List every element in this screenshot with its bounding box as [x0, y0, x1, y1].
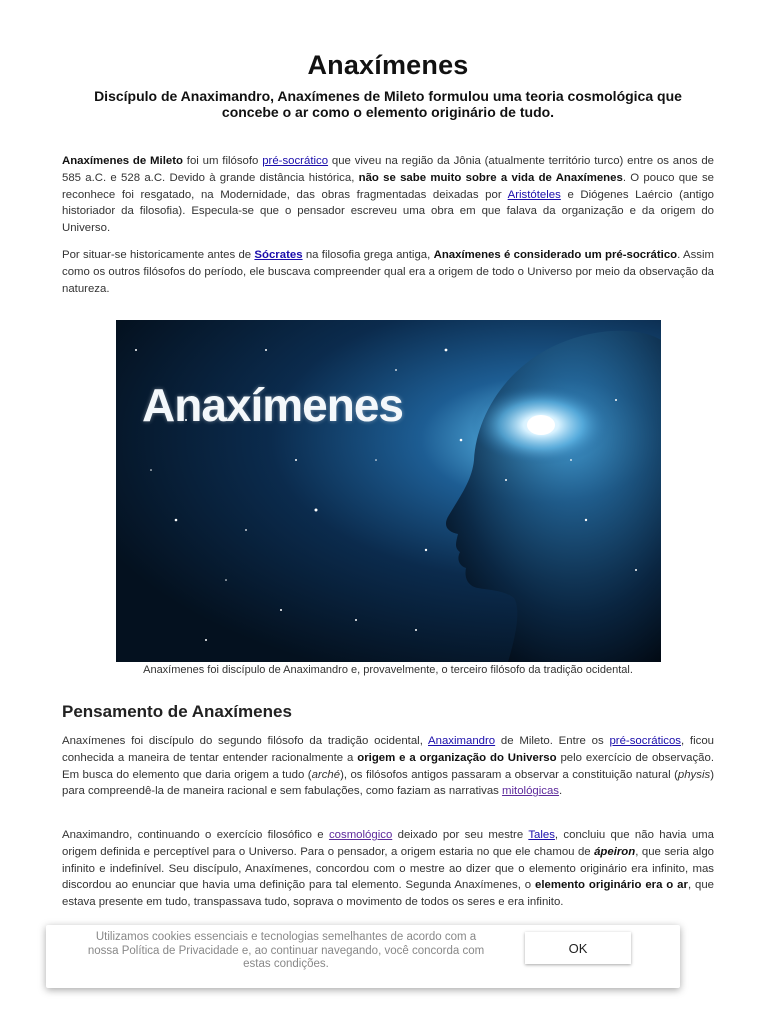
bold-text: Anaxímenes é considerado um pré-socrático [433, 249, 678, 261]
bold-text: elemento originário era o ar [535, 879, 688, 892]
cookie-banner-text: Utilizamos cookies essenciais e tecnologias semelhantes de acordo com a nossa Política de Privacidade e, ao continuar navegando, você concorda com estas condições. [87, 931, 485, 970]
article-subtitle: Discípulo de Anaximandro, Anaxímenes de Mileto formulou uma teoria cosmológica que concebe o ar como o elemento originário de tudo. [94, 88, 682, 120]
link-tales[interactable]: Tales [528, 829, 555, 841]
bold-text: Anaxímenes de Mileto [62, 155, 183, 167]
link-anaximandro[interactable]: Anaximandro [428, 735, 496, 747]
text: de Mileto. Entre os [495, 735, 610, 747]
text: e Diógenes Laércio (antigo historiador da filosofia). Especula-se que o pensador escreveu uma obra em que falava da organização e da origem do Universo. [62, 188, 715, 235]
article-image [116, 320, 661, 662]
bold-italic-text: ápeiron [594, 845, 636, 858]
link-pre-socraticos[interactable]: pré-socráticos [609, 735, 681, 747]
paragraph-apeiron [62, 827, 714, 911]
text: . O pouco que se reconhece foi resgatado, na Modernidade, das obras fragmentadas deixadas por [62, 171, 715, 201]
text: . [559, 785, 563, 798]
text: Anaxímenes foi discípulo do segundo filósofo da tradição ocidental, [62, 735, 429, 747]
text: foi um filósofo [182, 155, 263, 167]
cosmic-head-illustration [116, 320, 661, 662]
link-pre-socratico[interactable]: pré-socrático [262, 155, 329, 167]
paragraph-thought [62, 733, 714, 800]
cookie-banner [46, 925, 680, 988]
link-socrates[interactable]: Sócrates [254, 249, 303, 261]
bold-text: origem e a organização do Universo [357, 751, 557, 764]
text: que viveu na região da Jônia (atualmente território turco) entre os anos de 585 a.C. e 528 a.C. Devido à grande distância histórica, [62, 155, 714, 184]
paragraph-intro [62, 153, 714, 237]
text: , concluiu que não havia uma origem definida e perceptível para o Universo. Para o pensador, a origem estaria no que ele chamou de [62, 829, 714, 858]
text: na filosofia grega antiga, [302, 249, 434, 261]
text: deixado por seu mestre [392, 829, 529, 841]
text: ), os filósofos antigos passaram a observar a constituição natural ( [340, 768, 678, 781]
text: , que seria algo infinito e indefinível. Seu discípulo, Anaxímenes, concordou com o mestre ao dizer que o elemento originário era infinito, mas discordou ao enunciar que havia uma definição para tal elemento. Segunda Anaxímenes, o [62, 845, 714, 892]
link-aristoteles[interactable]: Aristóteles [507, 188, 561, 201]
section-heading: Pensamento de Anaxímenes [62, 702, 292, 721]
cookie-accept-button[interactable]: OK [525, 932, 631, 964]
link-mitologicas[interactable]: mitológicas [502, 785, 560, 798]
image-caption: Anaxímenes foi discípulo de Anaximandro e, provavelmente, o terceiro filósofo da tradição ocidental. [143, 664, 633, 676]
bold-text: não se sabe muito sobre a vida de Anaxímenes [358, 171, 623, 184]
text: Por situar-se historicamente antes de [62, 249, 255, 261]
page-title: Anaxímenes [307, 50, 469, 80]
text: . Assim como os outros filósofos do período, ele buscava compreender qual era a origem de todo o Universo por meio da observação da natureza. [62, 249, 714, 295]
text: , ficou conhecida a maneira de tentar entender racionalmente a [62, 735, 714, 764]
text: , que estava presente em tudo, transpassava tudo, soprava o movimento de todos os seres e era infinito. [62, 879, 714, 909]
italic-text: physis [677, 768, 711, 781]
text: Anaximandro, continuando o exercício filosófico e [62, 829, 329, 841]
link-cosmologico[interactable]: cosmológico [328, 829, 393, 841]
paragraph-pre-socratic [62, 247, 714, 297]
italic-text: arché [311, 768, 341, 781]
image-overlay-text: Anaxímenes [142, 379, 404, 431]
text: pelo exercício de observação. Em busca do elemento que daria origem a tudo ( [62, 751, 715, 781]
text: ) para compreendê-la de maneira racional e sem fabulações, como faziam as narrativas [62, 768, 714, 798]
